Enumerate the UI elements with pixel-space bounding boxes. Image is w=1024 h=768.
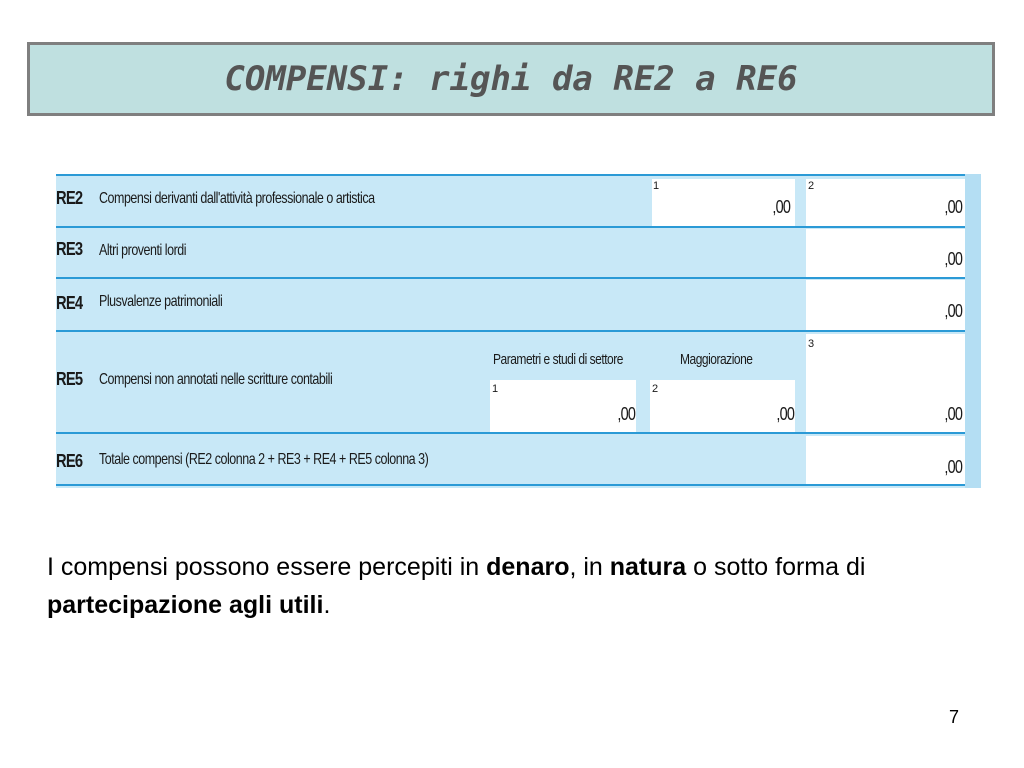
re2-col1-number: 1 (653, 180, 660, 192)
body-bold-natura: natura (609, 553, 687, 581)
right-strip (965, 174, 981, 488)
re4-amount: ,00 (944, 301, 962, 321)
body-bold-partecipazione: partecipazione agli utili (47, 591, 324, 619)
re4-code: RE4 (56, 293, 83, 313)
re5-col1-cell[interactable] (490, 380, 636, 432)
page-number: 7 (949, 707, 960, 727)
re2-label: Compensi derivanti dall'attività professionale o artistica (99, 190, 375, 207)
re5-sub2-header: Maggiorazione (680, 351, 753, 368)
row-separator (56, 226, 965, 228)
re3-code: RE3 (56, 239, 83, 259)
re5-code: RE5 (56, 369, 83, 389)
re4-label: Plusvalenze patrimoniali (99, 293, 223, 310)
re-form-table (56, 172, 981, 488)
title-box (27, 42, 995, 116)
body-text-3: o sotto forma di (686, 553, 866, 581)
re5-sub1-header: Parametri e studi di settore (493, 351, 623, 368)
row-separator (56, 432, 965, 434)
re6-amount: ,00 (944, 457, 962, 477)
row-separator (56, 174, 965, 176)
body-bold-denaro: denaro (486, 553, 570, 581)
re5-col2-amount: ,00 (776, 404, 794, 424)
body-text-1: I compensi possono essere percepiti in (47, 553, 487, 581)
re3-cell[interactable] (806, 229, 965, 277)
re5-label: Compensi non annotati nelle scritture contabili (99, 371, 333, 388)
body-paragraph (47, 548, 987, 624)
re6-cell[interactable] (806, 436, 965, 484)
re5-col3-cell[interactable] (806, 334, 965, 432)
row-separator (56, 277, 965, 279)
re4-cell[interactable] (806, 280, 965, 330)
re5-col1-amount: ,00 (617, 404, 635, 424)
re6-code: RE6 (56, 451, 83, 471)
re3-label: Altri proventi lordi (99, 242, 187, 259)
re2-col1-amount: ,00 (772, 197, 790, 217)
re2-col2-amount: ,00 (944, 197, 962, 217)
row-separator (56, 484, 965, 486)
row-separator (56, 330, 965, 332)
re2-col2-cell[interactable] (806, 179, 965, 226)
body-text-4: . (323, 591, 331, 619)
slide-title: COMPENSI: righi da RE2 a RE6 (224, 59, 798, 99)
re5-col2-cell[interactable] (650, 380, 795, 432)
re5-col3-amount: ,00 (944, 404, 962, 424)
re5-col2-number: 2 (652, 383, 659, 395)
body-text-2: , in (569, 553, 610, 581)
re2-col2-number: 2 (808, 180, 815, 192)
re6-label: Totale compensi (RE2 colonna 2 + RE3 + RE4 + RE5 colonna 3) (99, 451, 429, 468)
re5-col1-number: 1 (492, 383, 499, 395)
re3-amount: ,00 (944, 249, 962, 269)
re5-col3-number: 3 (808, 338, 815, 350)
re2-code: RE2 (56, 188, 83, 208)
